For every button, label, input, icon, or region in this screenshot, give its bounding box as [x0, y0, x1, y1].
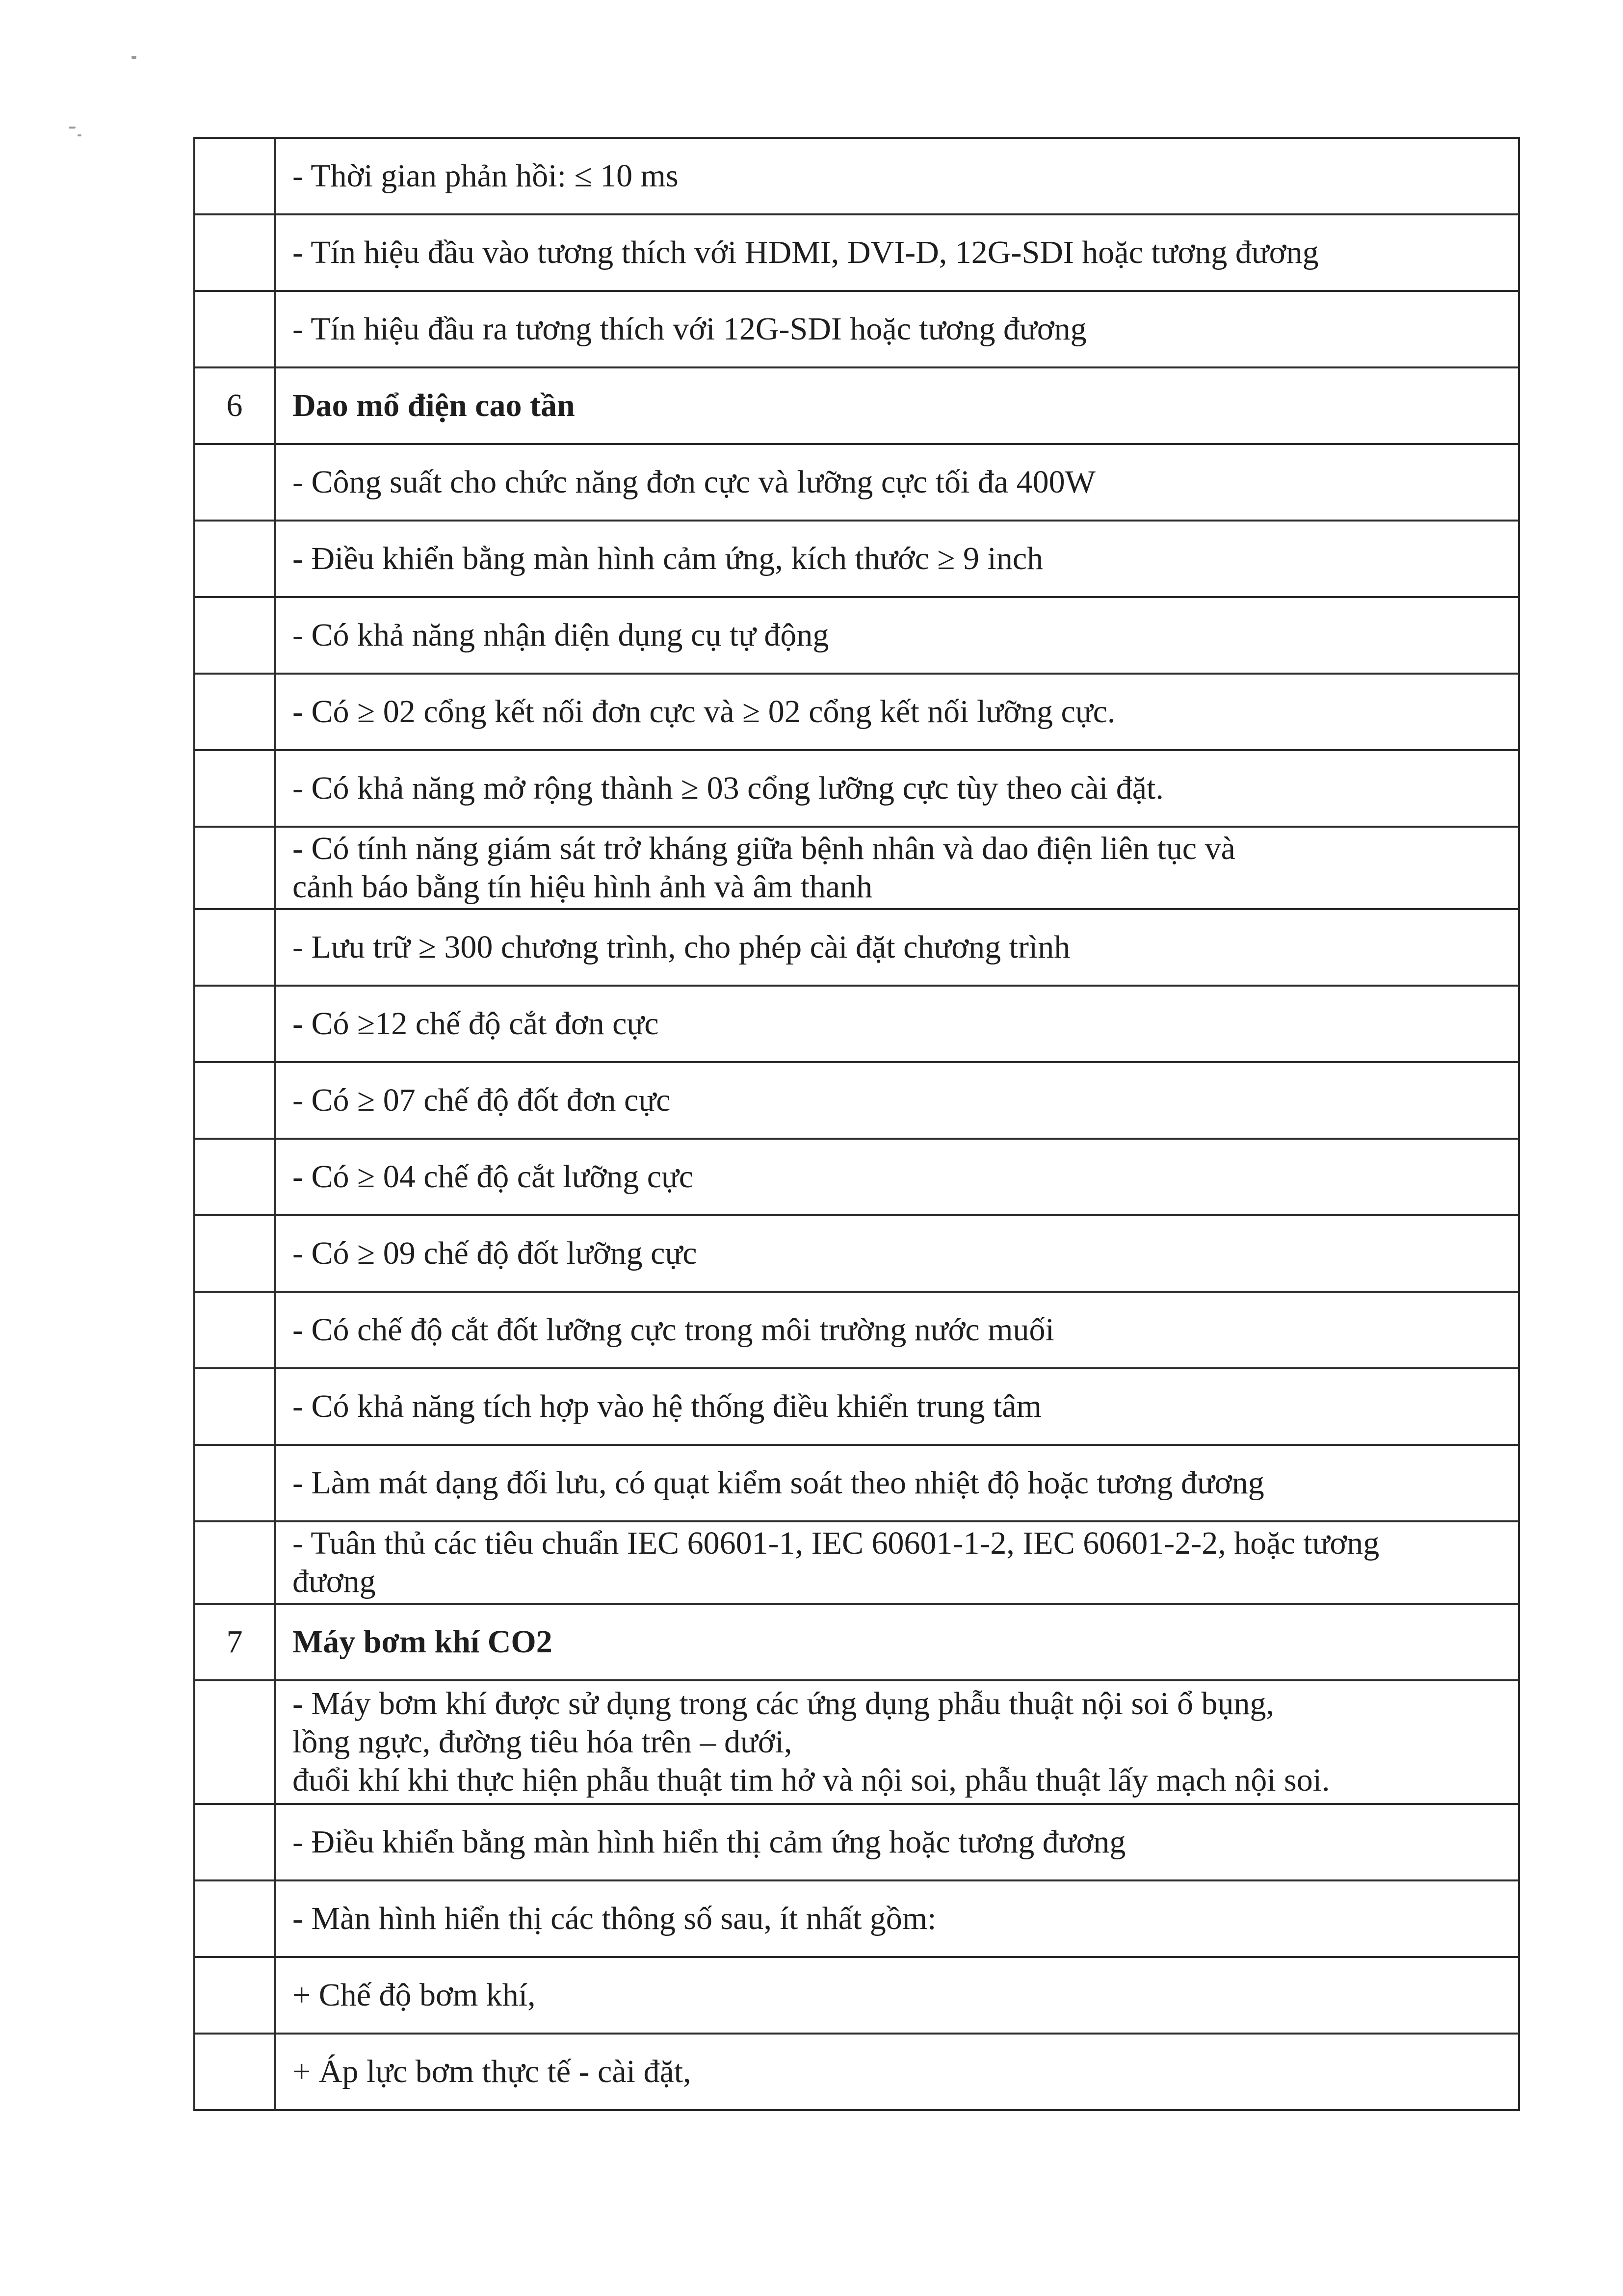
spec-text-cell: - Tín hiệu đầu vào tương thích với HDMI, DVI-D, 12G-SDI hoặc tương đương [275, 214, 1519, 291]
spec-text-cell: - Thời gian phản hồi: ≤ 10 ms [275, 138, 1519, 214]
spec-row [194, 750, 1519, 827]
spec-text-cell: - Làm mát dạng đối lưu, có quạt kiểm soát theo nhiệt độ hoặc tương đương [275, 1445, 1519, 1521]
item-number-cell [194, 1139, 275, 1215]
spec-text-cell: - Lưu trữ ≥ 300 chương trình, cho phép cài đặt chương trình [275, 909, 1519, 986]
spec-row [194, 909, 1519, 986]
spec-text-cell: - Màn hình hiển thị các thông số sau, ít nhất gồm: [275, 1880, 1519, 1957]
spec-row [194, 1804, 1519, 1880]
spec-row [194, 1680, 1519, 1804]
spec-text-cell: - Công suất cho chức năng đơn cực và lưỡng cực tối đa 400W [275, 444, 1519, 521]
spec-row [194, 1521, 1519, 1604]
spec-text-cell: - Có khả năng mở rộng thành ≥ 03 cổng lưỡng cực tùy theo cài đặt. [275, 750, 1519, 827]
spec-text-cell: - Có tính năng giám sát trở kháng giữa bệnh nhân và dao điện liên tục và cảnh báo bằng tín hiệu hình ảnh và âm thanh [275, 827, 1519, 909]
spec-table-body [194, 138, 1519, 2110]
spec-text-cell: - Điều khiển bằng màn hình hiển thị cảm ứng hoặc tương đương [275, 1804, 1519, 1880]
item-number-cell [194, 1368, 275, 1445]
scan-speck [131, 56, 136, 59]
item-number-cell [194, 827, 275, 909]
item-number-cell: 7 [194, 1604, 275, 1680]
item-number-cell: 6 [194, 367, 275, 444]
item-number-cell [194, 138, 275, 214]
scan-speck [69, 127, 76, 129]
item-number-cell [194, 986, 275, 1062]
spec-row [194, 1880, 1519, 1957]
spec-text-cell: + Chế độ bơm khí, [275, 1957, 1519, 2034]
item-number-cell [194, 1804, 275, 1880]
item-number-cell [194, 1957, 275, 2034]
spec-text-cell: + Áp lực bơm thực tế - cài đặt, [275, 2034, 1519, 2110]
item-number-cell [194, 291, 275, 367]
spec-row [194, 827, 1519, 909]
spec-text-cell: - Có ≥ 04 chế độ cắt lưỡng cực [275, 1139, 1519, 1215]
item-number-cell [194, 521, 275, 597]
item-number-cell [194, 674, 275, 750]
spec-row [194, 1957, 1519, 2034]
item-number-cell [194, 1292, 275, 1368]
spec-text-cell: - Có ≥12 chế độ cắt đơn cực [275, 986, 1519, 1062]
spec-text-cell: - Điều khiển bằng màn hình cảm ứng, kích thước ≥ 9 inch [275, 521, 1519, 597]
spec-row [194, 138, 1519, 214]
spec-row [194, 2034, 1519, 2110]
section-title-cell: Dao mổ điện cao tần [275, 367, 1519, 444]
spec-row [194, 1368, 1519, 1445]
spec-text-cell: - Có ≥ 07 chế độ đốt đơn cực [275, 1062, 1519, 1139]
item-number-cell [194, 750, 275, 827]
spec-row [194, 1139, 1519, 1215]
spec-row [194, 444, 1519, 521]
spec-row [194, 1215, 1519, 1292]
item-number-cell [194, 1521, 275, 1604]
spec-row [194, 597, 1519, 674]
spec-row [194, 1062, 1519, 1139]
item-number-cell [194, 214, 275, 291]
spec-text-cell: - Tuân thủ các tiêu chuẩn IEC 60601-1, IEC 60601-1-2, IEC 60601-2-2, hoặc tương đương [275, 1521, 1519, 1604]
spec-row [194, 214, 1519, 291]
scan-speck [78, 134, 81, 136]
spec-row [194, 1445, 1519, 1521]
item-number-cell [194, 1062, 275, 1139]
item-number-cell [194, 444, 275, 521]
section-heading-row [194, 1604, 1519, 1680]
spec-text-cell: - Có ≥ 09 chế độ đốt lưỡng cực [275, 1215, 1519, 1292]
spec-text-cell: - Có khả năng nhận diện dụng cụ tự động [275, 597, 1519, 674]
item-number-cell [194, 1680, 275, 1804]
item-number-cell [194, 597, 275, 674]
spec-row [194, 291, 1519, 367]
spec-text-cell: - Máy bơm khí được sử dụng trong các ứng dụng phẫu thuật nội soi ổ bụng, lồng ngực, đường tiêu hóa trên – dưới, đuổi khí khi thực hiện phẫu thuật tim hở và nội soi, phẫu thuật lấy mạch nội soi. [275, 1680, 1519, 1804]
spec-text-cell: - Tín hiệu đầu ra tương thích với 12G-SDI hoặc tương đương [275, 291, 1519, 367]
spec-row [194, 1292, 1519, 1368]
section-title-cell: Máy bơm khí CO2 [275, 1604, 1519, 1680]
spec-row [194, 521, 1519, 597]
spec-text-cell: - Có chế độ cắt đốt lưỡng cực trong môi trường nước muối [275, 1292, 1519, 1368]
spec-text-cell: - Có khả năng tích hợp vào hệ thống điều khiển trung tâm [275, 1368, 1519, 1445]
spec-row [194, 674, 1519, 750]
section-heading-row [194, 367, 1519, 444]
spec-text-cell: - Có ≥ 02 cổng kết nối đơn cực và ≥ 02 cổng kết nối lưỡng cực. [275, 674, 1519, 750]
item-number-cell [194, 1880, 275, 1957]
spec-table [193, 137, 1520, 2111]
item-number-cell [194, 1215, 275, 1292]
item-number-cell [194, 2034, 275, 2110]
item-number-cell [194, 1445, 275, 1521]
spec-row [194, 986, 1519, 1062]
item-number-cell [194, 909, 275, 986]
